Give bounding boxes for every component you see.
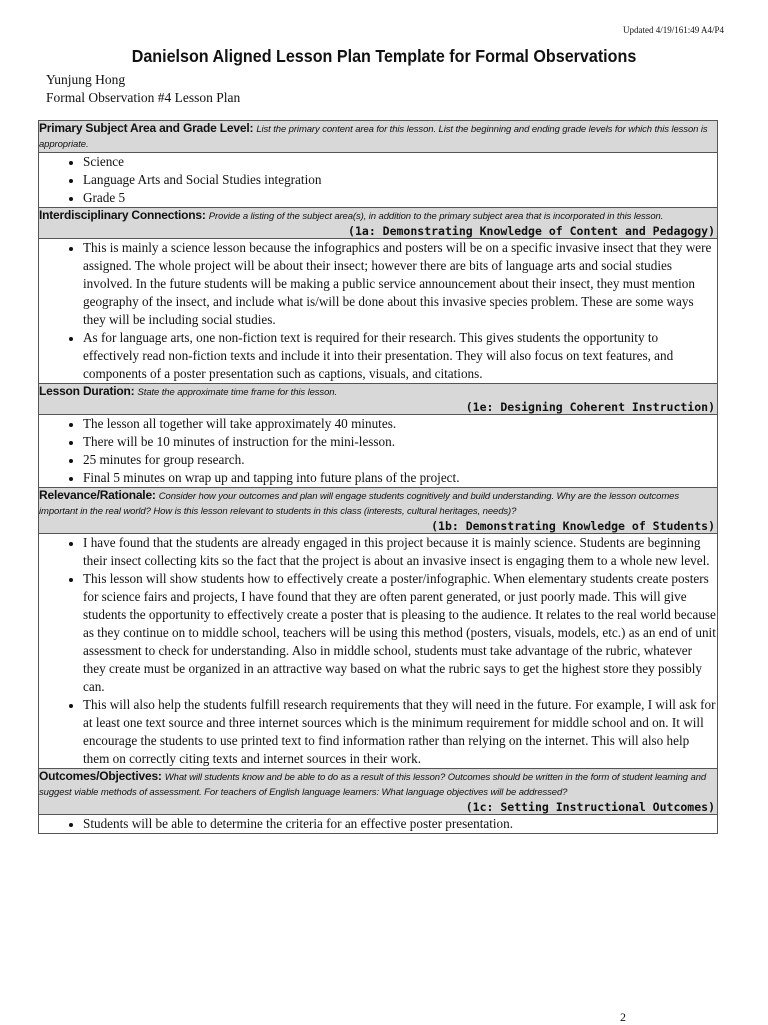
list-item: • This lesson will show students how to effectively create a poster/infographic. When elementary students create posters for science fairs and projects, I have found that they are often parent generated, or just poorly made. This will give students the opportunity to effectively create a poster that is pleasing to the audience. It relates to the real world because as they continue on to middle school, teachers will be using this method (posters, visuals, models, etc.) as an end of unit assessment to check for understanding. Also in middle school, students must take advantage of the rubric, whatever they create must be organized in an attractive way based on what the rubric says to get the highest store they possibly can. — [83, 570, 717, 696]
page-number: 2 — [620, 1010, 626, 1024]
danielson-domain-label: (1c: Setting Instructional Outcomes) — [465, 800, 715, 814]
section-body-subject — [39, 153, 718, 208]
updated-stamp: Updated 4/19/161:49 A4/P4 — [623, 25, 724, 35]
document-meta — [46, 71, 240, 107]
section-body-interdisciplinary — [39, 239, 718, 384]
section-instruction: Consider how your outcomes and plan will engage students cognitively and build understanding. Why are the lesson outcomes important in the real world? How is this lesson relevant to students in this class (interests, cultural heritages, needs)? — [39, 491, 679, 517]
section-body-duration — [39, 415, 718, 488]
section-body-outcomes — [39, 815, 718, 834]
section-heading: Interdisciplinary Connections: — [39, 208, 206, 222]
section-heading: Primary Subject Area and Grade Level: — [39, 121, 254, 135]
list-item: • Grade 5 — [83, 189, 717, 207]
section-instruction: State the approximate time frame for this lesson. — [137, 387, 337, 398]
danielson-domain-label: (1a: Demonstrating Knowledge of Content and Pedagogy) — [348, 224, 715, 238]
section-header-outcomes — [39, 769, 718, 815]
section-body-relevance — [39, 534, 718, 769]
section-heading: Lesson Duration: — [39, 384, 135, 398]
author-name: Yunjung Hong — [46, 72, 126, 87]
section-header-subject — [39, 121, 718, 153]
bullet-list — [39, 534, 717, 768]
section-header-duration — [39, 384, 718, 415]
bullet-list — [39, 815, 717, 833]
list-item: • This is mainly a science lesson because the infographics and posters will be on a specific invasive insect that they were assigned. The whole project will be about their insect; however there are bits of language arts and social studies involved. In the future students will be making a public service announcement about their insect, they must mention geography of the insect, and include what is/will be done about this invasive species problem. These are some ways they will be including social studies. — [83, 239, 717, 329]
lesson-plan-table — [38, 120, 718, 834]
list-item: • This will also help the students fulfill research requirements that they will need in the future. For example, I will ask for at least one text source and three internet sources which is the minimum requirement for middle school and on. It will encourage the students to use printed text to find information rather than relying on the internet. This will also help them on correctly citing texts and internet sources in their work. — [83, 696, 717, 768]
section-header-interdisciplinary — [39, 208, 718, 239]
list-item: • Students will be able to determine the criteria for an effective poster presentation. — [83, 815, 717, 833]
bullet-list — [39, 153, 717, 207]
list-item: • Science — [83, 153, 717, 171]
danielson-domain-label: (1b: Demonstrating Knowledge of Students) — [431, 519, 715, 533]
section-heading: Relevance/Rationale: — [39, 488, 156, 502]
section-heading: Outcomes/Objectives: — [39, 769, 162, 783]
list-item: • The lesson all together will take approximately 40 minutes. — [83, 415, 717, 433]
list-item: • I have found that the students are already engaged in this project because it is mainly science. Students are beginning their insect collecting kits so the fact that the project is about an invasive insect is engaging them to a whole new level. — [83, 534, 717, 570]
danielson-domain-label: (1e: Designing Coherent Instruction) — [465, 400, 715, 414]
section-instruction: Provide a listing of the subject area(s), in addition to the primary subject area that is incorporated in this lesson. — [208, 211, 664, 222]
section-instruction: What will students know and be able to do as a result of this lesson? Outcomes should be written in the form of student learning and suggest viable methods of assessment. For teachers of English language learners: What language objectives will be addressed? — [39, 772, 707, 798]
list-item: • Language Arts and Social Studies integration — [83, 171, 717, 189]
list-item: • Final 5 minutes on wrap up and tapping into future plans of the project. — [83, 469, 717, 487]
bullet-list — [39, 415, 717, 487]
list-item: • There will be 10 minutes of instruction for the mini-lesson. — [83, 433, 717, 451]
bullet-list — [39, 239, 717, 383]
list-item: • 25 minutes for group research. — [83, 451, 717, 469]
section-instruction: List the primary content area for this lesson. List the beginning and ending grade levels for which this lesson is appropriate. — [39, 124, 708, 150]
document-subtitle: Formal Observation #4 Lesson Plan — [46, 90, 241, 105]
section-header-relevance — [39, 488, 718, 534]
document-title: Danielson Aligned Lesson Plan Template for Formal Observations — [131, 46, 637, 66]
list-item: • As for language arts, one non-fiction text is required for their research. This gives students the opportunity to effectively read non-fiction texts and include it into their presentation. They will also focus on text features, and components of a poster presentation such as captions, visuals, and citations. — [83, 329, 717, 383]
